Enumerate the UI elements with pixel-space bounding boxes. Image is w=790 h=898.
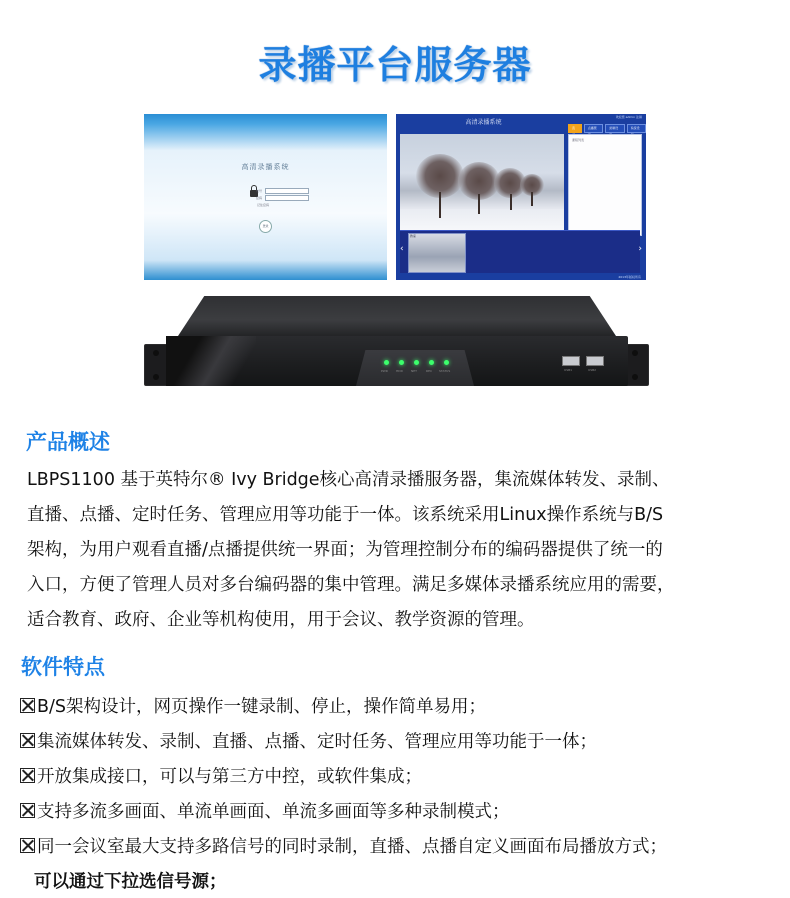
overview-line: LBPS1100 基于英特尔® Ivy Bridge核心高清录播服务器，集流媒体转发、录制、 — [27, 470, 670, 490]
led-label: REC — [426, 369, 433, 373]
overview-line: 直播、点播、定时任务、管理应用等功能于一体。该系统采用Linux操作系统与B/S — [27, 505, 664, 525]
checkbox-icon — [20, 838, 35, 853]
thumbnail-strip — [400, 230, 640, 273]
tab-system[interactable]: 系统设 — [627, 124, 646, 133]
led-label: HDD — [396, 369, 403, 373]
server-front — [166, 336, 628, 386]
feature-item — [20, 828, 790, 863]
overview-line: 适合教育、政府、企业等机构使用，用于会议、教学资源的管理。 — [27, 610, 535, 630]
checkbox-icon — [20, 733, 35, 748]
checkbox-icon — [20, 768, 35, 783]
feature-text: 开放集成接口，可以与第三方中控，或软件集成； — [37, 767, 422, 787]
feature-item — [20, 688, 790, 723]
tab-vod[interactable]: 点播管 — [584, 124, 603, 133]
server-device — [144, 294, 649, 394]
login-screenshot — [144, 114, 387, 280]
user-status: 欢迎您 admin 注销 — [615, 115, 642, 119]
side-panel-label: 课程列表 — [572, 138, 585, 142]
tab-bar — [568, 124, 646, 133]
usb-port — [586, 356, 604, 366]
password-field[interactable] — [265, 195, 309, 201]
footer-text: 2013年版权所有 — [618, 275, 641, 279]
overview-line: 入口，方便了管理人员对多台编码器的集中管理。满足多媒体录播系统应用的需要， — [27, 575, 675, 595]
tree-trunk — [510, 194, 512, 210]
feature-sub-item: 可以通过下拉选信号源； — [34, 872, 227, 892]
feature-item — [20, 758, 790, 793]
led-label: STATUS — [439, 369, 451, 373]
front-stripe — [166, 336, 256, 386]
overview-heading: 产品概述 — [26, 430, 110, 454]
system-screenshot — [396, 114, 646, 280]
control-panel — [356, 350, 474, 386]
chevron-right-icon[interactable]: › — [638, 244, 642, 254]
tab-live[interactable]: 直 — [568, 124, 582, 133]
usb-port — [562, 356, 580, 366]
led-label: PWR — [381, 369, 388, 373]
system-title: 高清录播系统 — [465, 119, 502, 126]
password-label: 密码 — [256, 196, 263, 200]
usb-label: USB1 — [564, 368, 573, 372]
login-title: 高清录播系统 — [241, 163, 290, 171]
led-light — [414, 360, 419, 365]
checkbox-icon — [20, 803, 35, 818]
feature-list — [20, 688, 790, 898]
tab-record[interactable]: 录制设 — [605, 124, 624, 133]
username-label: 帐号 — [256, 189, 263, 193]
remember-label: 记住密码 — [257, 203, 270, 207]
feature-text: 集流媒体转发、录制、直播、点播、定时任务、管理应用等功能于一体； — [37, 732, 597, 752]
led-label: NET — [411, 369, 417, 373]
feature-item — [20, 723, 790, 758]
led-light — [399, 360, 404, 365]
features-heading: 软件特点 — [21, 655, 105, 679]
username-field[interactable] — [265, 188, 309, 194]
overview-paragraph — [27, 463, 789, 638]
led-light — [429, 360, 434, 365]
feature-text: B/S架构设计，网页操作一键录制、停止，操作简单易用； — [37, 697, 487, 717]
checkbox-icon — [20, 698, 35, 713]
video-player[interactable] — [400, 134, 564, 237]
feature-item — [20, 793, 790, 828]
usb-label: USB2 — [588, 368, 597, 372]
server-top — [178, 296, 616, 336]
page-title: 录播平台服务器 — [258, 43, 532, 87]
login-button[interactable]: 登录 — [259, 220, 272, 233]
feature-text: 同一会议室最大支持多路信号的同时录制，直播、点播自定义画面布局播放方式； — [37, 837, 667, 857]
thumbnail[interactable] — [408, 233, 466, 273]
feature-text: 支持多流多画面、单流单画面、单流多画面等多种录制模式； — [37, 802, 510, 822]
led-light — [384, 360, 389, 365]
tree-trunk — [439, 192, 441, 218]
tree-trunk — [478, 194, 480, 214]
led-light — [444, 360, 449, 365]
side-panel — [568, 134, 642, 236]
tree-trunk — [531, 192, 533, 206]
thumbnail-caption: 教室 — [410, 234, 417, 238]
overview-line: 架构，为用户观看直播/点播提供统一界面；为管理控制分布的编码器提供了统一的 — [27, 540, 663, 560]
chevron-left-icon[interactable]: ‹ — [400, 244, 404, 254]
